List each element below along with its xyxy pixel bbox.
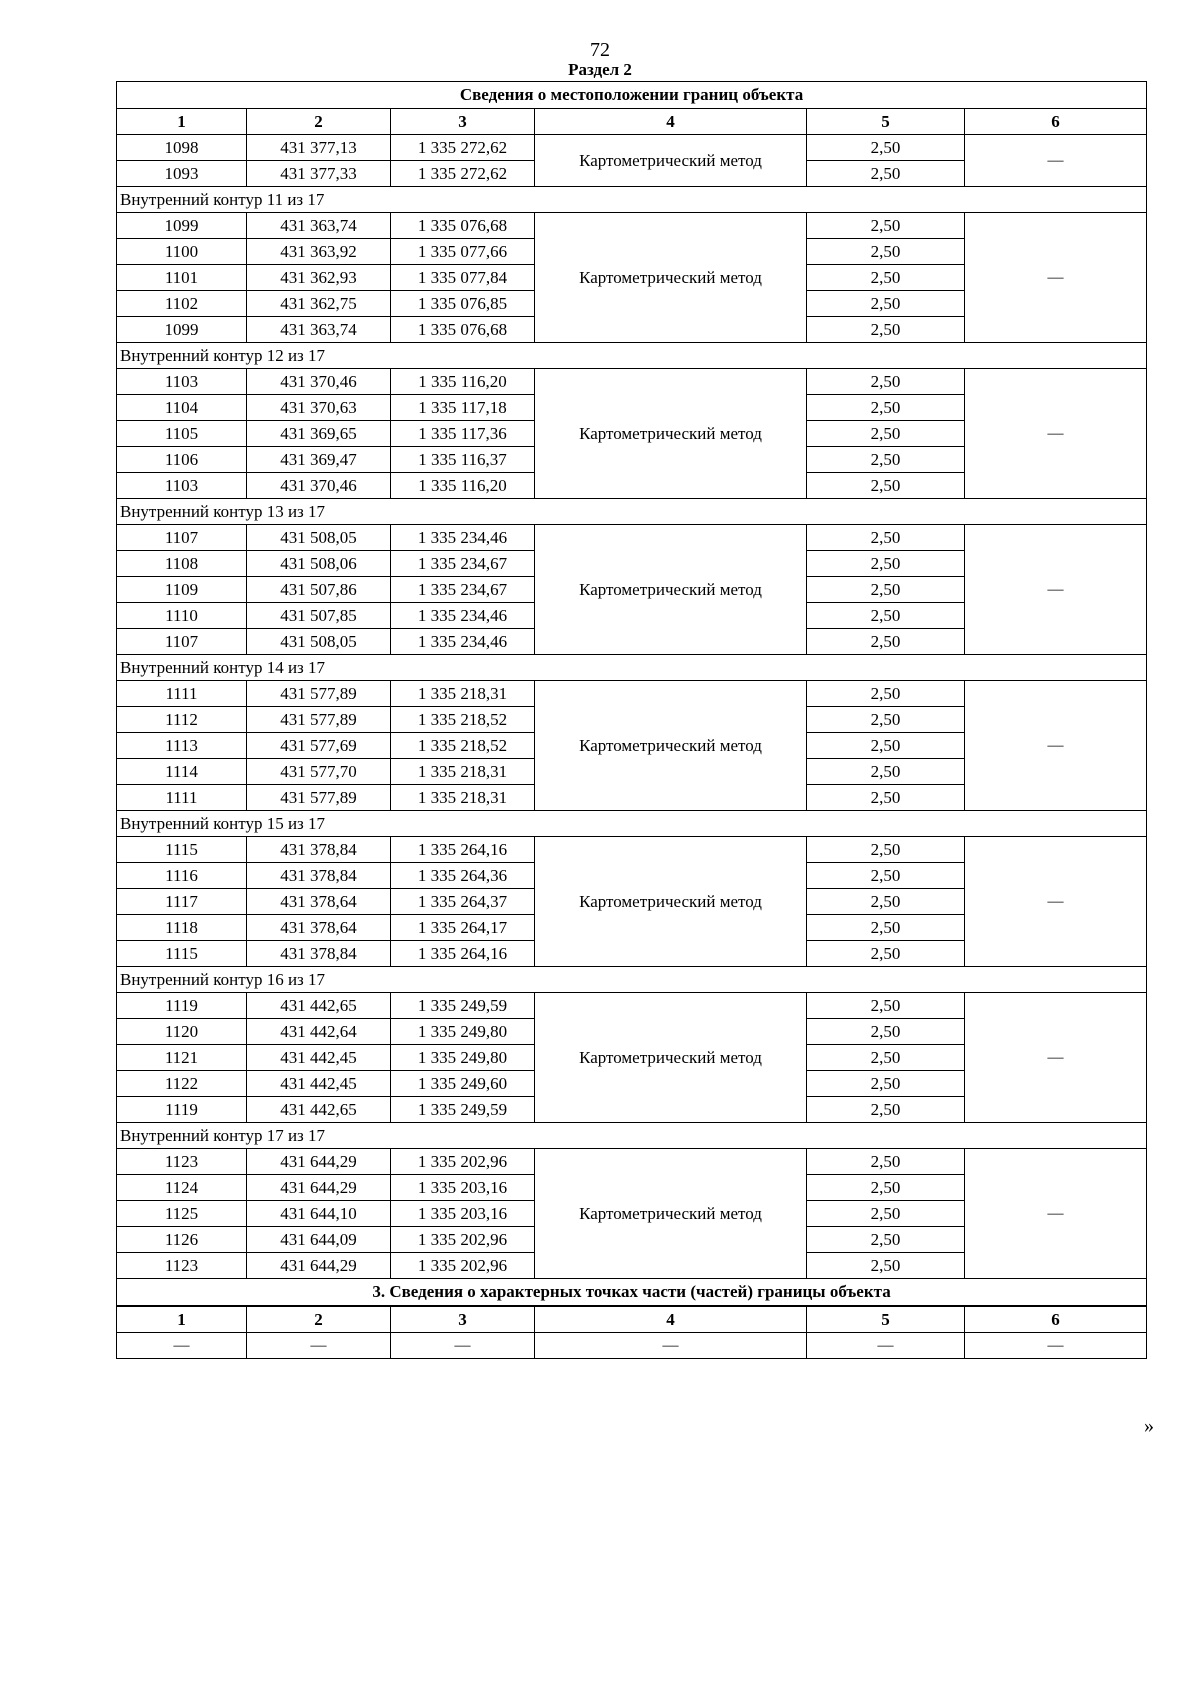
coord-x: 431 644,29 — [247, 1253, 391, 1279]
coord-y: 1 335 264,16 — [391, 941, 535, 967]
point-id: 1123 — [117, 1253, 247, 1279]
accuracy-cell: 2,50 — [807, 733, 965, 759]
coord-y: 1 335 116,37 — [391, 447, 535, 473]
method-cell: Картометрический метод — [535, 993, 807, 1123]
accuracy-cell: 2,50 — [807, 1071, 965, 1097]
column-header: 2 — [247, 109, 391, 135]
empty-cell: — — [965, 1333, 1147, 1359]
boundary-coordinates-table — [116, 81, 1147, 1359]
column-header: 6 — [965, 109, 1147, 135]
coord-y: 1 335 117,18 — [391, 395, 535, 421]
coord-x: 431 378,84 — [247, 863, 391, 889]
accuracy-cell: 2,50 — [807, 1149, 965, 1175]
contour-label: Внутренний контур 11 из 17 — [117, 187, 1147, 213]
coord-x: 431 442,64 — [247, 1019, 391, 1045]
point-id: 1119 — [117, 1097, 247, 1123]
coord-x: 431 507,85 — [247, 603, 391, 629]
coord-y: 1 335 202,96 — [391, 1149, 535, 1175]
coord-x: 431 644,10 — [247, 1201, 391, 1227]
accuracy-cell: 2,50 — [807, 551, 965, 577]
note-cell: — — [965, 525, 1147, 655]
point-id: 1119 — [117, 993, 247, 1019]
coord-x: 431 378,84 — [247, 941, 391, 967]
accuracy-cell: 2,50 — [807, 421, 965, 447]
coord-x: 431 442,45 — [247, 1045, 391, 1071]
table-row — [117, 213, 1147, 239]
contour-row — [117, 1123, 1147, 1149]
point-id: 1109 — [117, 577, 247, 603]
coord-y: 1 335 203,16 — [391, 1175, 535, 1201]
point-id: 1104 — [117, 395, 247, 421]
point-id: 1108 — [117, 551, 247, 577]
accuracy-cell: 2,50 — [807, 239, 965, 265]
coord-x: 431 377,33 — [247, 161, 391, 187]
empty-cell: — — [117, 1333, 247, 1359]
table-row — [117, 681, 1147, 707]
coord-x: 431 644,29 — [247, 1149, 391, 1175]
method-cell: Картометрический метод — [535, 837, 807, 967]
note-cell: — — [965, 213, 1147, 343]
accuracy-cell: 2,50 — [807, 161, 965, 187]
point-id: 1101 — [117, 265, 247, 291]
coord-y: 1 335 264,36 — [391, 863, 535, 889]
accuracy-cell: 2,50 — [807, 889, 965, 915]
accuracy-cell: 2,50 — [807, 1227, 965, 1253]
point-id: 1120 — [117, 1019, 247, 1045]
section3-empty-row — [117, 1333, 1147, 1359]
point-id: 1115 — [117, 941, 247, 967]
section3-title: 3. Сведения о характерных точках части (частей) границы объекта — [117, 1279, 1147, 1307]
coord-y: 1 335 117,36 — [391, 421, 535, 447]
coord-y: 1 335 077,66 — [391, 239, 535, 265]
coord-y: 1 335 272,62 — [391, 161, 535, 187]
accuracy-cell: 2,50 — [807, 1253, 965, 1279]
coord-y: 1 335 076,68 — [391, 213, 535, 239]
coord-y: 1 335 076,68 — [391, 317, 535, 343]
point-id: 1121 — [117, 1045, 247, 1071]
accuracy-cell: 2,50 — [807, 1045, 965, 1071]
accuracy-cell: 2,50 — [807, 681, 965, 707]
accuracy-cell: 2,50 — [807, 291, 965, 317]
section3-header-row — [117, 1306, 1147, 1333]
point-id: 1123 — [117, 1149, 247, 1175]
column-header-row — [117, 109, 1147, 135]
coord-x: 431 378,84 — [247, 837, 391, 863]
coord-x: 431 363,74 — [247, 317, 391, 343]
coord-x: 431 378,64 — [247, 915, 391, 941]
coord-y: 1 335 234,46 — [391, 629, 535, 655]
note-cell: — — [965, 1149, 1147, 1279]
contour-label: Внутренний контур 13 из 17 — [117, 499, 1147, 525]
method-cell: Картометрический метод — [535, 1149, 807, 1279]
column-header: 1 — [117, 109, 247, 135]
accuracy-cell: 2,50 — [807, 317, 965, 343]
note-cell: — — [965, 681, 1147, 811]
coord-x: 431 577,89 — [247, 785, 391, 811]
coord-y: 1 335 077,84 — [391, 265, 535, 291]
coord-y: 1 335 249,60 — [391, 1071, 535, 1097]
point-id: 1116 — [117, 863, 247, 889]
accuracy-cell: 2,50 — [807, 837, 965, 863]
coord-x: 431 442,65 — [247, 1097, 391, 1123]
coord-y: 1 335 234,46 — [391, 603, 535, 629]
coord-y: 1 335 264,37 — [391, 889, 535, 915]
coord-y: 1 335 076,85 — [391, 291, 535, 317]
coord-x: 431 362,75 — [247, 291, 391, 317]
coord-y: 1 335 249,80 — [391, 1045, 535, 1071]
coord-y: 1 335 218,31 — [391, 785, 535, 811]
coord-y: 1 335 218,31 — [391, 681, 535, 707]
column-header: 2 — [247, 1306, 391, 1333]
point-id: 1105 — [117, 421, 247, 447]
accuracy-cell: 2,50 — [807, 1201, 965, 1227]
point-id: 1107 — [117, 525, 247, 551]
contour-label: Внутренний контур 12 из 17 — [117, 343, 1147, 369]
coord-x: 431 507,86 — [247, 577, 391, 603]
table-title: Сведения о местоположении границ объекта — [117, 82, 1147, 109]
point-id: 1099 — [117, 213, 247, 239]
empty-cell: — — [247, 1333, 391, 1359]
accuracy-cell: 2,50 — [807, 603, 965, 629]
coord-x: 431 442,65 — [247, 993, 391, 1019]
coord-y: 1 335 116,20 — [391, 369, 535, 395]
accuracy-cell: 2,50 — [807, 1097, 965, 1123]
accuracy-cell: 2,50 — [807, 707, 965, 733]
table-row — [117, 837, 1147, 863]
coord-y: 1 335 218,52 — [391, 733, 535, 759]
coord-y: 1 335 116,20 — [391, 473, 535, 499]
coord-x: 431 370,63 — [247, 395, 391, 421]
column-header: 6 — [965, 1306, 1147, 1333]
accuracy-cell: 2,50 — [807, 395, 965, 421]
coord-x: 431 369,65 — [247, 421, 391, 447]
coord-y: 1 335 234,46 — [391, 525, 535, 551]
coord-y: 1 335 249,80 — [391, 1019, 535, 1045]
accuracy-cell: 2,50 — [807, 759, 965, 785]
coord-x: 431 577,89 — [247, 681, 391, 707]
contour-label: Внутренний контур 15 из 17 — [117, 811, 1147, 837]
coord-x: 431 363,74 — [247, 213, 391, 239]
point-id: 1117 — [117, 889, 247, 915]
coord-x: 431 577,69 — [247, 733, 391, 759]
accuracy-cell: 2,50 — [807, 525, 965, 551]
accuracy-cell: 2,50 — [807, 1019, 965, 1045]
method-cell: Картометрический метод — [535, 525, 807, 655]
note-cell: — — [965, 369, 1147, 499]
point-id: 1100 — [117, 239, 247, 265]
column-header: 3 — [391, 1306, 535, 1333]
contour-label: Внутренний контур 16 из 17 — [117, 967, 1147, 993]
column-header: 4 — [535, 1306, 807, 1333]
point-id: 1103 — [117, 369, 247, 395]
method-cell: Картометрический метод — [535, 369, 807, 499]
coord-y: 1 335 249,59 — [391, 1097, 535, 1123]
empty-cell: — — [535, 1333, 807, 1359]
note-cell: — — [965, 135, 1147, 187]
table-row — [117, 135, 1147, 161]
coord-x: 431 442,45 — [247, 1071, 391, 1097]
point-id: 1122 — [117, 1071, 247, 1097]
point-id: 1125 — [117, 1201, 247, 1227]
accuracy-cell: 2,50 — [807, 213, 965, 239]
point-id: 1124 — [117, 1175, 247, 1201]
coord-x: 431 577,70 — [247, 759, 391, 785]
coord-x: 431 363,92 — [247, 239, 391, 265]
coord-y: 1 335 264,17 — [391, 915, 535, 941]
method-cell: Картометрический метод — [535, 681, 807, 811]
empty-cell: — — [391, 1333, 535, 1359]
coord-x: 431 508,05 — [247, 525, 391, 551]
contour-row — [117, 187, 1147, 213]
coord-y: 1 335 202,96 — [391, 1227, 535, 1253]
contour-row — [117, 811, 1147, 837]
accuracy-cell: 2,50 — [807, 265, 965, 291]
point-id: 1112 — [117, 707, 247, 733]
method-cell: Картометрический метод — [535, 213, 807, 343]
note-cell: — — [965, 993, 1147, 1123]
coord-y: 1 335 234,67 — [391, 551, 535, 577]
point-id: 1103 — [117, 473, 247, 499]
point-id: 1110 — [117, 603, 247, 629]
contour-row — [117, 967, 1147, 993]
empty-cell: — — [807, 1333, 965, 1359]
coord-x: 431 369,47 — [247, 447, 391, 473]
closing-quote-mark: » — [1144, 1415, 1154, 1437]
accuracy-cell: 2,50 — [807, 369, 965, 395]
table-row — [117, 369, 1147, 395]
accuracy-cell: 2,50 — [807, 629, 965, 655]
coord-y: 1 335 202,96 — [391, 1253, 535, 1279]
table-row — [117, 525, 1147, 551]
point-id: 1099 — [117, 317, 247, 343]
coord-y: 1 335 249,59 — [391, 993, 535, 1019]
table-title-row — [117, 82, 1147, 109]
coord-y: 1 335 203,16 — [391, 1201, 535, 1227]
accuracy-cell: 2,50 — [807, 863, 965, 889]
point-id: 1126 — [117, 1227, 247, 1253]
coord-y: 1 335 272,62 — [391, 135, 535, 161]
point-id: 1118 — [117, 915, 247, 941]
accuracy-cell: 2,50 — [807, 915, 965, 941]
contour-row — [117, 343, 1147, 369]
coord-x: 431 370,46 — [247, 369, 391, 395]
accuracy-cell: 2,50 — [807, 473, 965, 499]
page-number: 72 — [590, 39, 610, 61]
accuracy-cell: 2,50 — [807, 785, 965, 811]
coord-x: 431 644,09 — [247, 1227, 391, 1253]
point-id: 1113 — [117, 733, 247, 759]
coord-x: 431 644,29 — [247, 1175, 391, 1201]
method-cell: Картометрический метод — [535, 135, 807, 187]
accuracy-cell: 2,50 — [807, 941, 965, 967]
accuracy-cell: 2,50 — [807, 447, 965, 473]
accuracy-cell: 2,50 — [807, 577, 965, 603]
coord-x: 431 577,89 — [247, 707, 391, 733]
column-header: 5 — [807, 1306, 965, 1333]
table-row — [117, 993, 1147, 1019]
note-cell: — — [965, 837, 1147, 967]
contour-label: Внутренний контур 14 из 17 — [117, 655, 1147, 681]
table-row — [117, 1149, 1147, 1175]
point-id: 1102 — [117, 291, 247, 317]
coord-x: 431 378,64 — [247, 889, 391, 915]
contour-row — [117, 655, 1147, 681]
coord-y: 1 335 264,16 — [391, 837, 535, 863]
column-header: 3 — [391, 109, 535, 135]
point-id: 1098 — [117, 135, 247, 161]
point-id: 1111 — [117, 785, 247, 811]
coord-x: 431 370,46 — [247, 473, 391, 499]
coord-y: 1 335 234,67 — [391, 577, 535, 603]
column-header: 4 — [535, 109, 807, 135]
point-id: 1106 — [117, 447, 247, 473]
contour-row — [117, 499, 1147, 525]
point-id: 1093 — [117, 161, 247, 187]
column-header: 5 — [807, 109, 965, 135]
coord-x: 431 362,93 — [247, 265, 391, 291]
coord-x: 431 508,05 — [247, 629, 391, 655]
point-id: 1114 — [117, 759, 247, 785]
column-header: 1 — [117, 1306, 247, 1333]
coord-y: 1 335 218,52 — [391, 707, 535, 733]
point-id: 1107 — [117, 629, 247, 655]
contour-label: Внутренний контур 17 из 17 — [117, 1123, 1147, 1149]
point-id: 1115 — [117, 837, 247, 863]
accuracy-cell: 2,50 — [807, 1175, 965, 1201]
point-id: 1111 — [117, 681, 247, 707]
coord-x: 431 377,13 — [247, 135, 391, 161]
coord-x: 431 508,06 — [247, 551, 391, 577]
accuracy-cell: 2,50 — [807, 993, 965, 1019]
section3-title-row — [117, 1279, 1147, 1307]
coord-y: 1 335 218,31 — [391, 759, 535, 785]
section-label: Раздел 2 — [568, 60, 632, 79]
accuracy-cell: 2,50 — [807, 135, 965, 161]
